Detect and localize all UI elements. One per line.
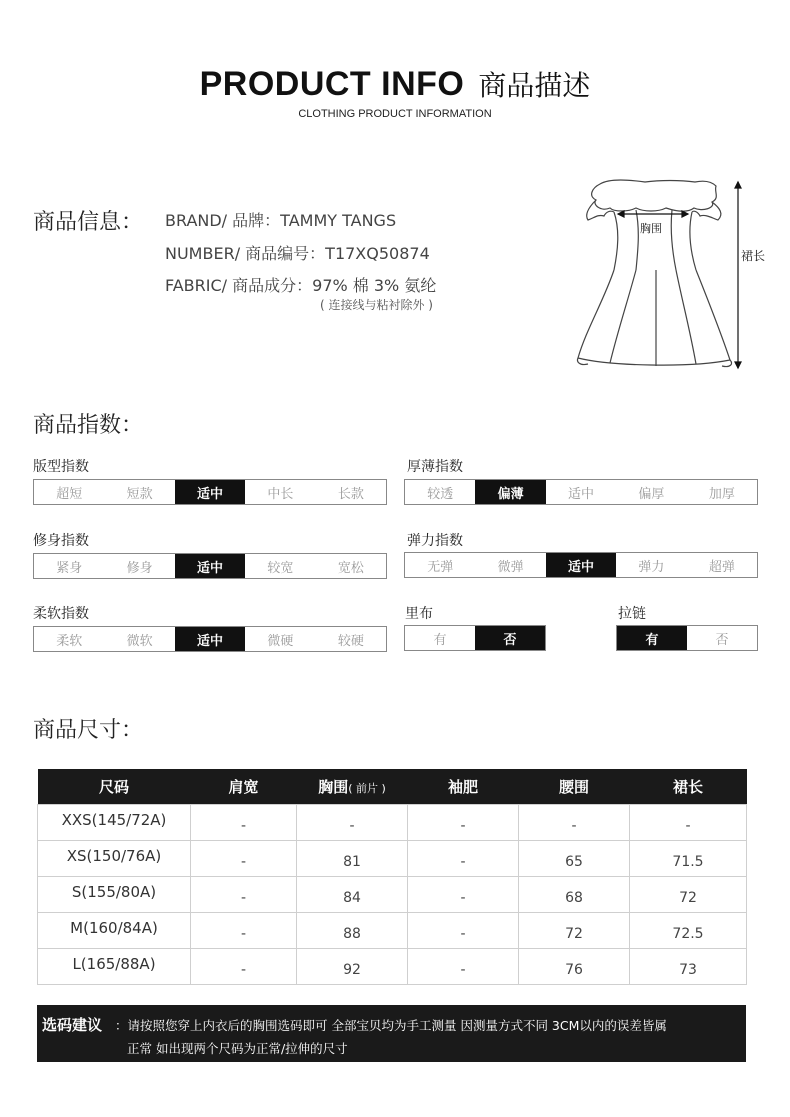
page-subtitle: CLOTHING PRODUCT INFORMATION xyxy=(298,108,492,120)
size-heading: 商品尺寸： xyxy=(33,718,144,743)
table-header-row xyxy=(38,769,747,804)
cell-shoulder: - xyxy=(191,912,297,948)
group-label-slim: 修身指数 xyxy=(33,533,89,549)
scale-option: 紧身 xyxy=(56,560,83,576)
info-brand: BRAND/ 品牌：TAMMY TANGS xyxy=(165,211,397,230)
scale-option: 超弹 xyxy=(708,559,735,575)
scale-option: 无弹 xyxy=(427,559,454,575)
cell-length: 71.5 xyxy=(630,840,747,876)
cell-chest: 81 xyxy=(297,840,408,876)
cell-chest: 88 xyxy=(297,912,408,948)
col-header-length: 裙长 xyxy=(630,769,747,804)
scale-option: 超短 xyxy=(56,486,83,502)
group-label-softness: 柔软指数 xyxy=(33,606,89,622)
cell-waist: - xyxy=(519,804,630,840)
scale-option: 修身 xyxy=(126,560,153,576)
scale-option: 微弹 xyxy=(497,559,524,575)
scale-option-selected: 适中 xyxy=(546,553,616,577)
scale-elasticity xyxy=(404,552,758,578)
tips-label: 选码建议 xyxy=(42,1016,103,1034)
cell-shoulder: - xyxy=(191,840,297,876)
cell-size: M(160/84A) xyxy=(38,912,191,948)
scale-zipper xyxy=(616,625,758,651)
cell-waist: 72 xyxy=(519,912,630,948)
info-note: ( 连接线与粘衬除外 ) xyxy=(320,298,433,312)
dress-outline-icon xyxy=(577,180,731,367)
cell-waist: 76 xyxy=(519,948,630,984)
diagram-chest-label: 胸围 xyxy=(640,222,662,235)
table-row xyxy=(38,876,747,912)
cell-size: L(165/88A) xyxy=(38,948,191,984)
table-row xyxy=(38,912,747,948)
cell-length: 72.5 xyxy=(630,912,747,948)
scale-option: 偏厚 xyxy=(638,486,665,502)
size-tips-box xyxy=(37,1005,746,1062)
cell-size: S(155/80A) xyxy=(38,876,191,912)
cell-sleeve: - xyxy=(408,804,519,840)
title-en: PRODUCT INFO xyxy=(199,65,465,103)
scale-option: 否 xyxy=(715,632,729,648)
cell-sleeve: - xyxy=(408,840,519,876)
group-label-elasticity: 弹力指数 xyxy=(407,533,463,549)
scale-option: 柔软 xyxy=(56,633,83,649)
info-heading: 商品信息： xyxy=(33,210,144,235)
cell-sleeve: - xyxy=(408,912,519,948)
scale-option: 微软 xyxy=(126,633,153,649)
scale-option: 较硬 xyxy=(337,633,364,649)
cell-shoulder: - xyxy=(191,876,297,912)
title-zh: 商品描述 xyxy=(478,69,591,102)
tips-text-line1: ：请按照您穿上内衣后的胸围选码即可 全部宝贝均为手工测量 因测量方式不同 3CM以内的误差皆属 xyxy=(115,1018,667,1033)
group-label-fit-length: 版型指数 xyxy=(33,459,89,475)
scale-option: 中长 xyxy=(267,486,294,502)
info-fabric: FABRIC/ 商品成分：97% 棉 3% 氨纶 xyxy=(165,276,437,295)
table-row xyxy=(38,840,747,876)
group-label-thickness: 厚薄指数 xyxy=(407,459,463,475)
cell-sleeve: - xyxy=(408,948,519,984)
scale-option-selected: 偏薄 xyxy=(475,480,545,504)
diagram-length-label: 裙长 xyxy=(741,249,766,263)
scale-lining xyxy=(404,625,546,651)
col-header-chest-label: 胸围 xyxy=(318,777,349,796)
cell-chest: - xyxy=(297,804,408,840)
col-header-size: 尺码 xyxy=(38,769,191,804)
info-number: NUMBER/ 商品编号：T17XQ50874 xyxy=(165,244,430,263)
tips-text-line2: 正常 如出现两个尺码为正常/拉伸的尺寸 xyxy=(127,1041,348,1056)
col-header-shoulder: 肩宽 xyxy=(191,769,297,804)
scale-option: 较透 xyxy=(427,486,454,502)
col-header-chest xyxy=(297,769,408,804)
group-label-lining: 里布 xyxy=(405,606,433,622)
dress-diagram xyxy=(570,170,780,380)
scale-option-selected: 否 xyxy=(475,626,545,650)
cell-length: - xyxy=(630,804,747,840)
cell-size: XS(150/76A) xyxy=(38,840,191,876)
scale-option: 较宽 xyxy=(267,560,294,576)
scale-thickness xyxy=(404,479,758,505)
scale-option: 加厚 xyxy=(708,486,735,502)
scale-slim xyxy=(33,553,387,579)
scale-option-selected: 适中 xyxy=(175,554,245,578)
length-arrow-icon xyxy=(735,182,741,368)
scale-option-selected: 适中 xyxy=(175,627,245,651)
size-table xyxy=(37,769,747,985)
cell-length: 72 xyxy=(630,876,747,912)
scale-option: 宽松 xyxy=(337,560,364,576)
index-heading: 商品指数： xyxy=(33,413,144,438)
cell-chest: 92 xyxy=(297,948,408,984)
scale-option-selected: 适中 xyxy=(175,480,245,504)
col-header-waist: 腰围 xyxy=(519,769,630,804)
scale-option: 长款 xyxy=(337,486,364,502)
scale-option: 有 xyxy=(433,632,447,648)
cell-sleeve: - xyxy=(408,876,519,912)
scale-fit-length xyxy=(33,479,387,505)
table-row xyxy=(38,948,747,984)
scale-option-selected: 有 xyxy=(617,626,687,650)
scale-option: 短款 xyxy=(126,486,153,502)
cell-shoulder: - xyxy=(191,804,297,840)
cell-chest: 84 xyxy=(297,876,408,912)
scale-option: 适中 xyxy=(568,486,595,502)
cell-size: XXS(145/72A) xyxy=(38,804,191,840)
cell-length: 73 xyxy=(630,948,747,984)
table-row xyxy=(38,804,747,840)
scale-softness xyxy=(33,626,387,652)
cell-waist: 65 xyxy=(519,840,630,876)
cell-shoulder: - xyxy=(191,948,297,984)
scale-option: 微硬 xyxy=(267,633,294,649)
group-label-zipper: 拉链 xyxy=(618,606,646,622)
cell-waist: 68 xyxy=(519,876,630,912)
col-header-sleeve: 袖肥 xyxy=(408,769,519,804)
scale-option: 弹力 xyxy=(638,559,665,575)
chest-arrow-icon xyxy=(618,211,688,217)
page-title xyxy=(0,64,790,104)
col-header-chest-note: ( 前片 ) xyxy=(348,781,386,795)
